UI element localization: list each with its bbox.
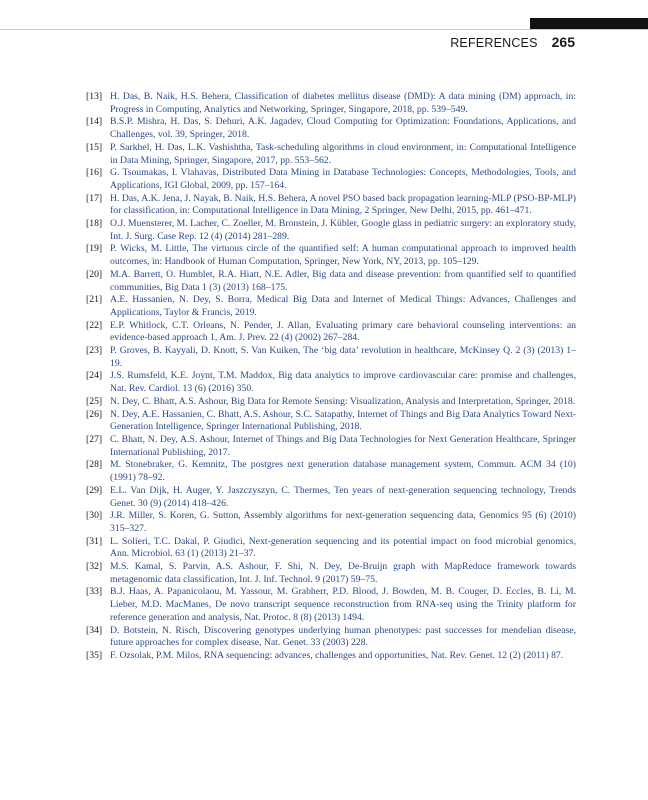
reference-link[interactable]: H. Das, A.K. Jena, J. Nayak, B. Naik, H.S. Behera, A novel PSO based back propagation learning-MLP (PSO-BP-MLP) for classification, in: Computational Intelligence in Data Mining, 2 Springer, New Delhi, 2015, pp. 461–471. — [110, 192, 576, 217]
reference-item — [86, 370, 576, 395]
reference-number: [35] — [86, 649, 103, 661]
reference-number: [26] — [86, 408, 103, 420]
reference-number: [18] — [86, 218, 103, 230]
reference-item — [86, 510, 576, 535]
reference-item — [86, 294, 576, 319]
reference-link[interactable]: M. Stonebraker, G. Kemnitz, The postgres next generation database management system, Commun. ACM 34 (10) (1991) 78–92. — [110, 459, 576, 484]
reference-link[interactable]: G. Tsoumakas, I. Vlahavas, Distributed Data Mining in Database Technologies: Concepts, Methodologies, Tools, and Applications, IGI Global, 2009, pp. 157–164. — [110, 167, 576, 191]
reference-item — [86, 409, 576, 434]
reference-link[interactable]: E.P. Whitlock, C.T. Orleans, N. Pender, J. Allan, Evaluating primary care behavioral counseling interventions: an evidence-based approach 1, Am. J. Prev. 22 (4) (2002) 267–284. — [110, 319, 576, 344]
reference-item — [86, 396, 576, 409]
reference-item — [86, 116, 576, 141]
reference-link[interactable]: A.E. Hassanien, N. Dey, S. Borra, Medical Big Data and Internet of Medical Things: Advances, Challenges and Applications, Taylor & Francis, 2019. — [110, 294, 576, 318]
reference-number: [28] — [86, 459, 103, 471]
reference-list — [86, 91, 576, 663]
page-number: 265 — [551, 34, 575, 50]
reference-item — [86, 193, 576, 218]
reference-number: [21] — [86, 294, 103, 306]
reference-link[interactable]: M.A. Barrett, O. Humblet, R.A. Hiatt, N.E. Adler, Big data and disease prevention: from quantified self to quantified communities, Big Data 1 (3) (2013) 168–175. — [110, 268, 576, 293]
reference-link[interactable]: C. Bhatt, N. Dey, A.S. Ashour, Internet of Things and Big Data Technologies for Next Generation Healthcare, Springer International Publishing, 2017. — [110, 433, 576, 458]
reference-link[interactable]: P. Groves, B. Kayyali, D. Knott, S. Van Kuiken, The ‘big data’ revolution in healthcare, McKinsey Q. 2 (3) (2013) 1–19. — [110, 345, 576, 369]
reference-link[interactable]: H. Das, B. Naik, H.S. Behera, Classification of diabetes mellitus disease (DMD): A data mining (DM) approach, in: Progress in Computing, Analytics and Networking, Springer, Singapore, 2018, pp. 539–549. — [110, 91, 576, 115]
reference-link[interactable]: J.S. Rumsfeld, K.E. Joynt, T.M. Maddox, Big data analytics to improve cardiovascular care: promise and challenges, Nat. Rev. Cardiol. 13 (6) (2016) 350. — [110, 370, 576, 395]
reference-number: [17] — [86, 192, 103, 204]
reference-item — [86, 269, 576, 294]
reference-number: [24] — [86, 370, 103, 382]
reference-item — [86, 91, 576, 116]
reference-item — [86, 536, 576, 561]
reference-item — [86, 650, 576, 663]
reference-number: [19] — [86, 243, 103, 255]
reference-number: [33] — [86, 586, 103, 598]
reference-link[interactable]: E.L. Van Dijk, H. Auger, Y. Jaszczyszyn, C. Thermes, Ten years of next-generation sequencing technology, Trends Genet. 30 (9) (2014) 418–426. — [110, 484, 576, 509]
reference-number: [25] — [86, 395, 103, 407]
reference-link[interactable]: N. Dey, A.E. Hassanien, C. Bhatt, A.S. Ashour, S.C. Satapathy, Internet of Things and Big Data Analytics Toward Next-Generation Intelligence, Springer International Publishing, 2018. — [110, 408, 576, 433]
reference-number: [31] — [86, 535, 103, 547]
header-rule — [0, 29, 648, 30]
reference-item — [86, 625, 576, 650]
reference-number: [29] — [86, 484, 103, 496]
reference-link[interactable]: B.J. Haas, A. Papanicolaou, M. Yassour, M. Grabherr, P.D. Blood, J. Bowden, M. B. Couger, D. Eccles, B. Li, M. Lieber, M.D. MacManes, De novo transcript sequence reconstruction from RNA-seq using the Trinity platform for reference generation and analysis, Nat. Protoc. 8 (8) (2013) 1494. — [110, 586, 576, 623]
reference-link[interactable]: O.J. Muensterer, M. Lacher, C. Zoeller, M. Bronstein, J. Kübler, Google glass in pediatric surgery: an exploratory study, Int. J. Surg. Case Rep. 12 (4) (2014) 281–289. — [110, 218, 576, 242]
reference-item — [86, 218, 576, 243]
reference-item — [86, 459, 576, 484]
reference-number: [20] — [86, 268, 103, 280]
reference-number: [13] — [86, 91, 103, 102]
reference-item — [86, 142, 576, 167]
reference-link[interactable]: J.R. Miller, S. Koren, G. Sutton, Assembly algorithms for next-generation sequencing data, Genomics 95 (6) (2010) 315–327. — [110, 510, 576, 534]
reference-number: [34] — [86, 624, 103, 636]
reference-item — [86, 243, 576, 268]
reference-number: [27] — [86, 433, 103, 445]
reference-number: [23] — [86, 345, 103, 357]
running-head-title: REFERENCES — [450, 36, 538, 50]
reference-item — [86, 434, 576, 459]
reference-number: [32] — [86, 561, 103, 573]
running-head — [450, 34, 575, 50]
reference-item — [86, 561, 576, 586]
reference-number: [15] — [86, 141, 103, 153]
reference-link[interactable]: F. Ozsolak, P.M. Milos, RNA sequencing: advances, challenges and opportunities, Nat. Rev. Genet. 12 (2) (2011) 87. — [110, 649, 564, 661]
reference-link[interactable]: D. Botstein, N. Risch, Discovering genotypes underlying human phenotypes: past successes for mendelian disease, future approaches for complex disease, Nat. Genet. 33 (2003) 228. — [110, 624, 576, 649]
reference-link[interactable]: B.S.P. Mishra, H. Das, S. Dehuri, A.K. Jagadev, Cloud Computing for Optimization: Foundations, Applications, and Challenges, vol. 39, Springer, 2018. — [110, 116, 576, 141]
reference-number: [16] — [86, 167, 103, 179]
reference-number: [22] — [86, 319, 103, 331]
reference-item — [86, 320, 576, 345]
reference-link[interactable]: N. Dey, C. Bhatt, A.S. Ashour, Big Data for Remote Sensing: Visualization, Analysis and Interpretation, Springer, 2018. — [110, 395, 576, 407]
reference-item — [86, 167, 576, 192]
reference-link[interactable]: P. Sarkhel, H. Das, L.K. Vashishtha, Task-scheduling algorithms in cloud environment, in: Computational Intelligence in Data Mining, Springer, Singapore, 2017, pp. 553–562. — [110, 141, 576, 166]
reference-item — [86, 345, 576, 370]
reference-link[interactable]: P. Wicks, M. Little, The virtuous circle of the quantified self: A human computational approach to improved health outcomes, in: Handbook of Human Computation, Springer, New York, NY, 2013, pp. 105–129. — [110, 243, 576, 268]
reference-number: [14] — [86, 116, 103, 128]
reference-item — [86, 485, 576, 510]
reference-link[interactable]: M.S. Kamal, S. Parvin, A.S. Ashour, F. Shi, N. Dey, De-Bruijn graph with MapReduce framework towards metagenomic data classification, Int. J. Inf. Technol. 9 (2017) 59–75. — [110, 561, 576, 585]
reference-item — [86, 586, 576, 624]
reference-link[interactable]: L. Solieri, T.C. Dakal, P. Giudici, Next-generation sequencing and its potential impact on food microbial genomics, Ann. Microbiol. 63 (1) (2013) 21–37. — [110, 535, 576, 560]
reference-number: [30] — [86, 510, 103, 522]
